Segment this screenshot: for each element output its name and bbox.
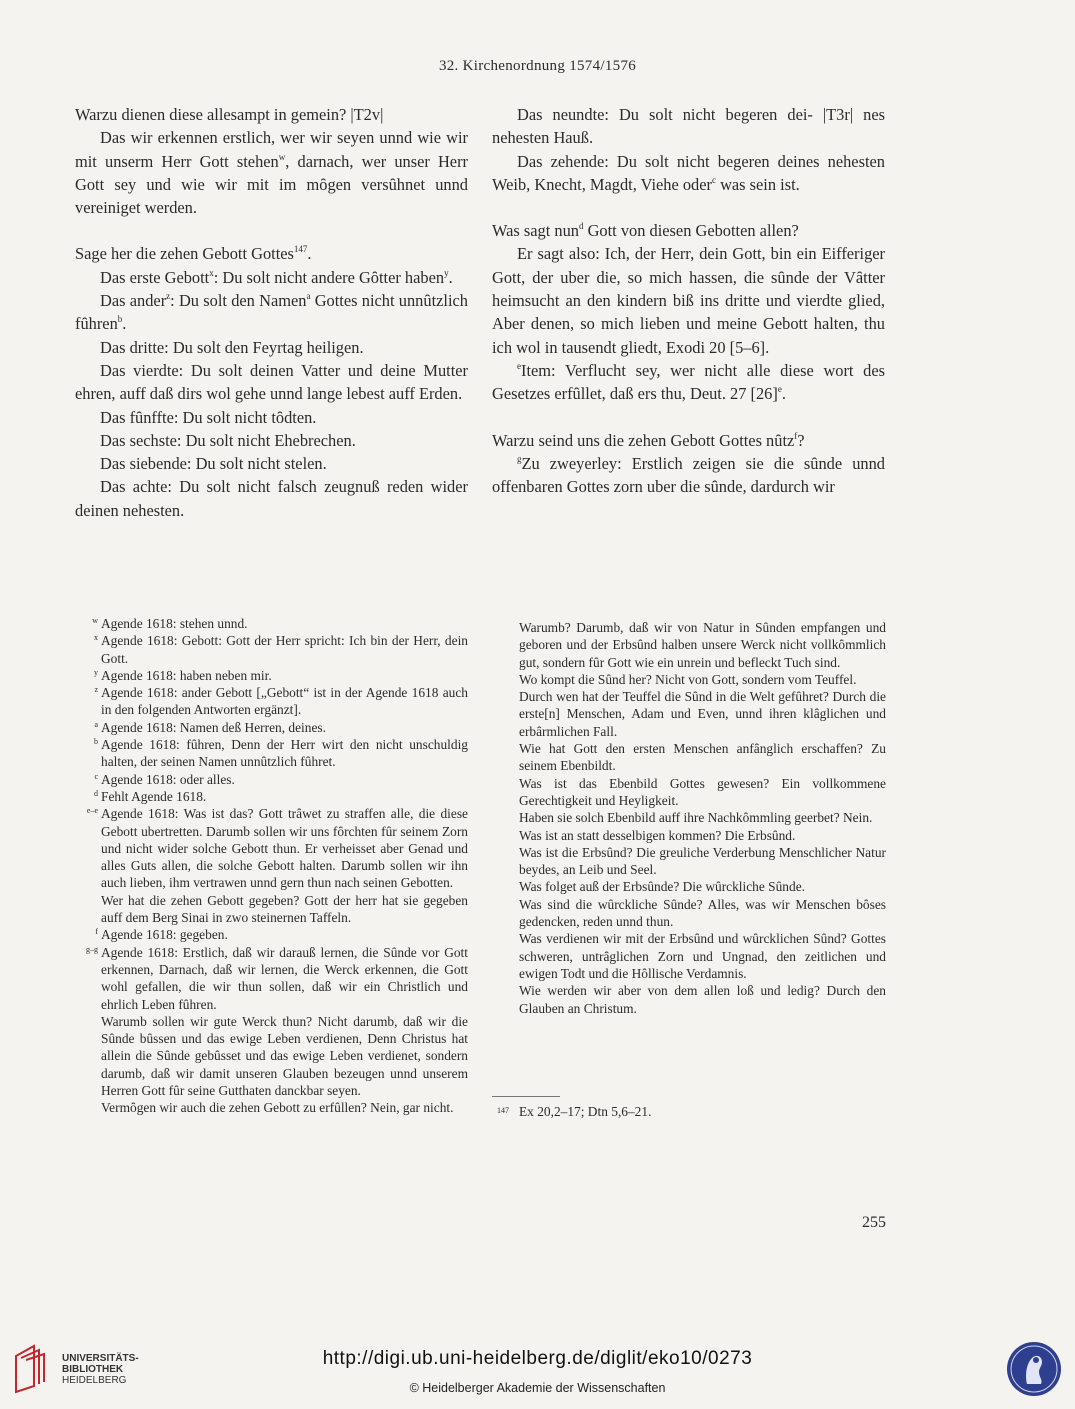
footnote-continuation: Wie werden wir aber von dem allen loß und ledig? Durch den Glauben an Christum. (519, 983, 886, 1016)
footnote: a Agende 1618: Namen deß Herren, deines. (94, 719, 326, 735)
footnote-continuation: Was ist an statt desselbigen kommen? Die Erbsȗnd. (519, 827, 796, 843)
footnote-continuation: Was folget auß der Erbsȗnde? Die wȗrckliche Sȗnde. (519, 879, 805, 895)
digitization-footer (0, 1334, 1075, 1409)
commandment: Das siebende: Du solt nicht stelen. (100, 454, 327, 474)
question: Sage her die zehen Gebott Gottes$^{147}$. (75, 244, 312, 264)
commandment: Das sechste: Du solt nicht Ehebrechen. (100, 430, 356, 450)
footnote: c Agende 1618: oder alles. (94, 771, 235, 787)
footnote-continuation: Wer hat die zehen Gebott gegeben? Gott der herr hat sie gegeben auff dem Berg Sinai in zwo steinernen Taffeln. (101, 892, 468, 926)
commandment: Das ander$^z$: Du solt den Namen$^a$ Gottes nicht unnȗtzlich fȗhren$^b$. (75, 291, 468, 334)
footnote-continuation: Was sind die wȗrckliche Sȗnde? Alles, was wir Menschen bȏses gedencken, reden unnd thun. (519, 896, 886, 930)
footnote-ref: 147 (293, 244, 308, 255)
paragraph: $^g$Zu zweyerley: Erstlich zeigen sie die sȗnde unnd offenbaren Gottes zorn uber die sȗnde, dardurch wir (492, 453, 885, 497)
footnote: e–e Agende 1618: Was ist das? Gott trȃwet zu straffen alle, die diese Gebott ubertretten. Darumb sollen wir uns fȏrchten fȗr seinem Zorn und nicht wider solche Gebott thun. Er verheisset aber Genad und alles Guts allen, die solche Gebott halten. Darumb sollen wir ihn auch lieben, ihm vertrawen unnd gern thun nach seinen Gebotten. (86, 806, 468, 891)
footnote-continuation: Wo kompt die Sȗnd her? Nicht von Gott, sondern vom Teuffel. (519, 671, 857, 687)
question: Warzu seind uns die zehen Gebott Gottes nȗtz$^f$? (492, 430, 805, 450)
footnote-separator (492, 1096, 560, 1097)
main-text-left-column (75, 103, 468, 522)
footnote: f Agende 1618: gegeben. (95, 927, 228, 943)
footnote: b Agende 1618: fȗhren, Denn der Herr wirt den nicht unschuldig halten, der seinen Namen unnȗtzlich fȗhret. (94, 737, 468, 770)
paragraph: Das wir erkennen erstlich, wer wir seyen unnd wie wir mit unserm Herr Gott stehen$^w$, darnach, wer unser Herr Gott sey und wie wir mit im mȏgen versȗhnet unnd vereiniget werden. (75, 128, 469, 218)
commandment: Das vierdte: Du solt deinen Vatter und deine Mutter ehren, auff daß dirs wol gehe unnd lange lebest auff Erden. (75, 360, 468, 404)
footnote-continuation: Warumb? Darumb, daß wir von Natur in Sȗnden empfangen und geboren und der Erbsȗnd halben unsere Werck nicht vollkȏmmlich gut, sondern fȗr Gott wie ein unrein und befleckt Tuch sind. (519, 620, 886, 670)
bible-reference-footnote: 147 Ex 20,2–17; Dtn 5,6–21. (497, 1104, 652, 1119)
paragraph: $^e$Item: Verflucht sey, wer nicht alle diese wort des Gesetzes erfȗllet, daß ers thu, Deut. 27 $[26]^e$. (492, 360, 885, 404)
paragraph: Er sagt also: Ich, der Herr, dein Gott, bin ein Eifferiger Gott, der uber die, so mich hassen, die sȗnde der Vȃtter heimsucht an den kindern biß ins dritte und vierdte glied, Aber denen, so mich lieben und meine Gebott halten, thu ich wol in tausendt gliedt, Exodi 20 [5–6]. (492, 244, 885, 357)
commandment: Das achte: Du solt nicht falsch zeugnuß reden wider deinen nehesten. (75, 477, 468, 520)
commandment: Das erste Gebott$^x$: Du solt nicht andere Gȏtter haben$^y$. (100, 267, 453, 287)
footnote: z Agende 1618: ander Gebott [„Gebott“ ist in der Agende 1618 auch in den folgenden Antworten ergänzt]. (94, 685, 468, 718)
academy-seal-icon[interactable] (1005, 1340, 1063, 1398)
footnote-continuation: Vermȏgen wir auch die zehen Gebott zu erfȗllen? Nein, gar nicht. (101, 1100, 454, 1116)
footnote-continuation: Was ist das Ebenbild Gottes gewesen? Ein vollkommene Gerechtigkeit und Heyligkeit. (519, 775, 886, 808)
running-header: 32. Kirchenordnung 1574/1576 (438, 58, 637, 74)
commandment: Das neundte: Du solt nicht begeren dei- |T3r| nes nehesten Hauß. (492, 105, 885, 148)
footnote: d Fehlt Agende 1618. (94, 788, 207, 804)
page-number: 255 (862, 1214, 886, 1231)
footnote: w Agende 1618: stehen unnd. (92, 616, 248, 631)
footnote: g–g Agende 1618: Erstlich, daß wir darauß lernen, die Sȗnde vor Gott erkennen, Darnach, daß wir lernen, die Werck erkennen, die Gott wohl gefallen, die wir thun sollen, daß wir ein Christlich und ehrlich Leben fȗhren. (86, 944, 468, 1012)
apparatus-footnotes-left (78, 615, 468, 1117)
commandment: Das dritte: Du solt den Feyrtag heiligen. (100, 337, 364, 357)
permalink-url[interactable]: http://digi.ub.uni-heidelberg.de/diglit/eko10/0273 (322, 1348, 753, 1369)
footnote: y Agende 1618: haben neben mir. (94, 667, 272, 683)
footnote: x Agende 1618: Gebott: Gott der Herr spricht: Ich bin der Herr, dein Gott. (94, 633, 468, 666)
copyright-notice: © Heidelberger Akademie der Wissenschaften (409, 1381, 666, 1395)
footnote-continuation: Haben sie solch Ebenbild auff ihre Nachkȏmmling geerbet? Nein. (519, 810, 873, 826)
library-name: UNIVERSITÄTS- BIBLIOTHEK HEIDELBERG (62, 1353, 139, 1386)
footnote-continuation: Durch wen hat der Teuffel die Sȗnd in die Welt gefȗhret? Durch die erste[n] Menschen, Adam und Even, unnd ihren klȃglichen und erbȃrmlichen Fall. (519, 689, 886, 739)
paragraph: Warzu dienen diese allesampt in gemein? |T2v| (75, 105, 384, 124)
commandment: Das zehende: Du solt nicht begeren deines nehesten Weib, Knecht, Magdt, Viehe oder$^c$ was sein ist. (492, 151, 885, 194)
footnote-continuation: Was ist die Erbsȗnd? Die greuliche Verderbung Menschlicher Natur beydes, an Leib und Seel. (519, 844, 886, 878)
footnote-continuation: Was verdienen wir mit der Erbsȗnd und wȗrcklichen Sȗnd? Gottes schweren, untrȃglichen Zorn und Ungnad, den zeitlichen und ewigen Todt und die Hȏllische Verdamnis. (519, 931, 886, 981)
question: Was sagt nun$^d$ Gott von diesen Gebotten allen? (492, 221, 799, 241)
footnote-continuation: Wie hat Gott den ersten Menschen anfȃnglich erschaffen? Zu seinem Ebenbildt. (519, 741, 886, 774)
apparatus-footnotes-right (492, 619, 887, 1017)
main-text-right-column (492, 103, 885, 498)
commandment: Das fȗnffte: Du solt nicht tȏdten. (100, 407, 317, 427)
footnote-continuation: Warumb sollen wir gute Werck thun? Nicht darumb, daß wir die Sȗnde bȗssen und das ewige Leben verdienen, Denn Christus hat allein die Sȗnde gebȗsset und das ewige Leben verdienet, sondern darumb, daß wir damit unseren Glauben bezeugen unnd unserem Herren Gott fȗr seine Gutthaten danckbar seyen. (101, 1013, 468, 1099)
